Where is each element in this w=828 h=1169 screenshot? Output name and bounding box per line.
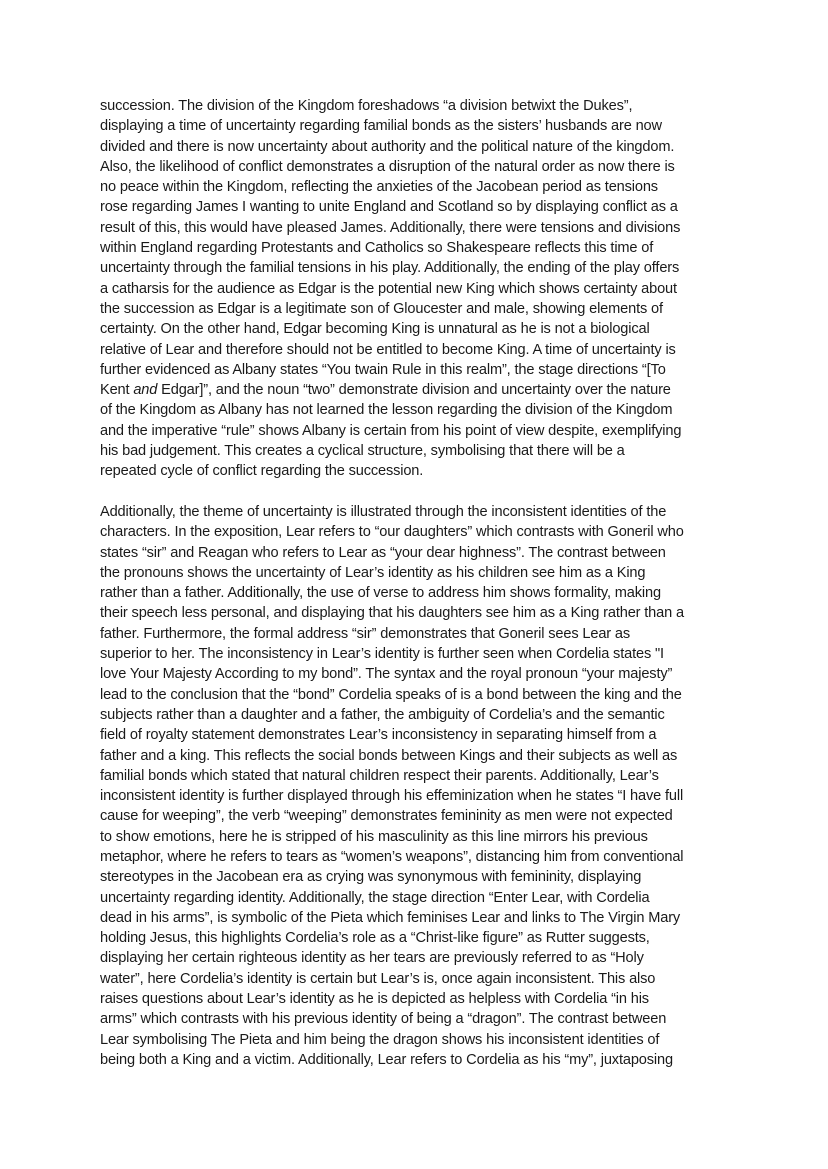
- text-line: rather than a father. Additionally, the use of verse to address him shows formality, making: [100, 585, 661, 602]
- text-line: Additionally, the theme of uncertainty is illustrated through the inconsistent identities of the: [100, 503, 667, 520]
- text-line: certainty. On the other hand, Edgar becoming King is unnatural as he is not a biological: [100, 321, 650, 338]
- text-line: superior to her. The inconsistency in Lear’s identity is further seen when Cordelia states "I: [100, 646, 664, 663]
- paragraph-2: [100, 502, 740, 1070]
- text-line: dead in his arms”, is symbolic of the Pieta which feminises Lear and links to The Virgin Mary: [100, 909, 681, 926]
- text-line: uncertainty through the familial tensions in his play. Additionally, the ending of the play offers: [100, 260, 680, 277]
- text-line: holding Jesus, this highlights Cordelia’s role as a “Christ-like figure” as Rutter suggests,: [100, 930, 650, 947]
- text-line: states “sir” and Reagan who refers to Lear as “your dear highness”. The contrast between: [100, 544, 666, 561]
- text-line: uncertainty regarding identity. Additionally, the stage direction “Enter Lear, with Cordelia: [100, 889, 650, 906]
- text-line: father. Furthermore, the formal address “sir” demonstrates that Goneril sees Lear as: [100, 625, 631, 642]
- text-line: result of this, this would have pleased James. Additionally, there were tensions and divisions: [100, 219, 681, 236]
- text-line: subjects rather than a daughter and a father, the ambiguity of Cordelia’s and the semantic: [100, 706, 665, 723]
- text-line: Lear symbolising The Pieta and him being the dragon shows his inconsistent identities of: [100, 1031, 660, 1048]
- text-line: field of royalty statement demonstrates Lear’s inconsistency in separating himself from a: [100, 727, 657, 744]
- text-line: characters. In the exposition, Lear refers to “our daughters” which contrasts with Goneril who: [100, 524, 684, 541]
- text-line: the succession as Edgar is a legitimate son of Gloucester and male, showing elements of: [100, 300, 663, 317]
- text-run: Edgar]”, and the noun “two” demonstrate division and uncertainty over the nature: [157, 382, 671, 399]
- text-line: of the Kingdom as Albany has not learned the lesson regarding the division of the Kingdom: [100, 402, 673, 419]
- text-line: to show emotions, here he is stripped of his masculinity as this line mirrors his previous: [100, 828, 648, 845]
- text-line: being both a King and a victim. Additionally, Lear refers to Cordelia as his “my”, juxtaposing: [100, 1051, 673, 1068]
- text-line: the pronouns shows the uncertainty of Lear’s identity as his children see him as a King: [100, 564, 646, 581]
- italic-text-run: and: [133, 382, 158, 399]
- document-page: [100, 96, 740, 1070]
- text-line: no peace within the Kingdom, reflecting the anxieties of the Jacobean period as tensions: [100, 179, 658, 196]
- text-line: father and a king. This reflects the social bonds between Kings and their subjects as well as: [100, 747, 678, 764]
- text-line: inconsistent identity is further displayed through his effeminization when he states “I have full: [100, 788, 684, 805]
- text-line: love Your Majesty According to my bond”. The syntax and the royal pronoun “your majesty”: [100, 666, 673, 683]
- text-line: lead to the conclusion that the “bond” Cordelia speaks of is a bond between the king and the: [100, 686, 682, 703]
- text-line: divided and there is now uncertainty about authority and the political nature of the kingdom.: [100, 138, 675, 155]
- text-line: Also, the likelihood of conflict demonstrates a disruption of the natural order as now there is: [100, 158, 675, 175]
- text-line: further evidenced as Albany states “You twain Rule in this realm”, the stage directions “[To: [100, 361, 666, 378]
- text-line: his bad judgement. This creates a cyclical structure, symbolising that there will be a: [100, 443, 625, 460]
- text-run: Kent: [100, 382, 134, 399]
- text-line: rose regarding James I wanting to unite England and Scotland so by displaying conflict as a: [100, 199, 678, 216]
- text-line: within England regarding Protestants and Catholics so Shakespeare reflects this time of: [100, 240, 654, 257]
- text-line: and the imperative “rule” shows Albany is certain from his point of view despite, exemplifying: [100, 422, 682, 439]
- text-line: water”, here Cordelia’s identity is certain but Lear’s is, once again inconsistent. This also: [100, 970, 656, 987]
- paragraph-1: [100, 96, 740, 482]
- text-line: raises questions about Lear’s identity as he is depicted as helpless with Cordelia “in his: [100, 991, 649, 1008]
- text-line: metaphor, where he refers to tears as “women’s weapons”, distancing him from conventional: [100, 848, 684, 865]
- text-line: stereotypes in the Jacobean era as crying was synonymous with femininity, displaying: [100, 869, 642, 886]
- text-line: repeated cycle of conflict regarding the succession.: [100, 463, 424, 480]
- text-line: their speech less personal, and displaying that his daughters see him as a King rather than a: [100, 605, 684, 622]
- text-line: displaying a time of uncertainty regarding familial bonds as the sisters’ husbands are now: [100, 118, 662, 135]
- text-line: relative of Lear and therefore should not be entitled to become King. A time of uncertainty is: [100, 341, 676, 358]
- text-line: succession. The division of the Kingdom foreshadows “a division betwixt the Dukes”,: [100, 98, 633, 114]
- text-line-with-italic: [100, 380, 740, 400]
- text-line: a catharsis for the audience as Edgar is the potential new King which shows certainty about: [100, 280, 677, 297]
- text-line: displaying her certain righteous identity as her tears are previously referred to as “Holy: [100, 950, 644, 967]
- text-line: arms” which contrasts with his previous identity of being a “dragon”. The contrast between: [100, 1011, 667, 1028]
- text-line: cause for weeping”, the verb “weeping” demonstrates femininity as men were not expected: [100, 808, 673, 825]
- text-line: familial bonds which stated that natural children respect their parents. Additionally, Lear’s: [100, 767, 659, 784]
